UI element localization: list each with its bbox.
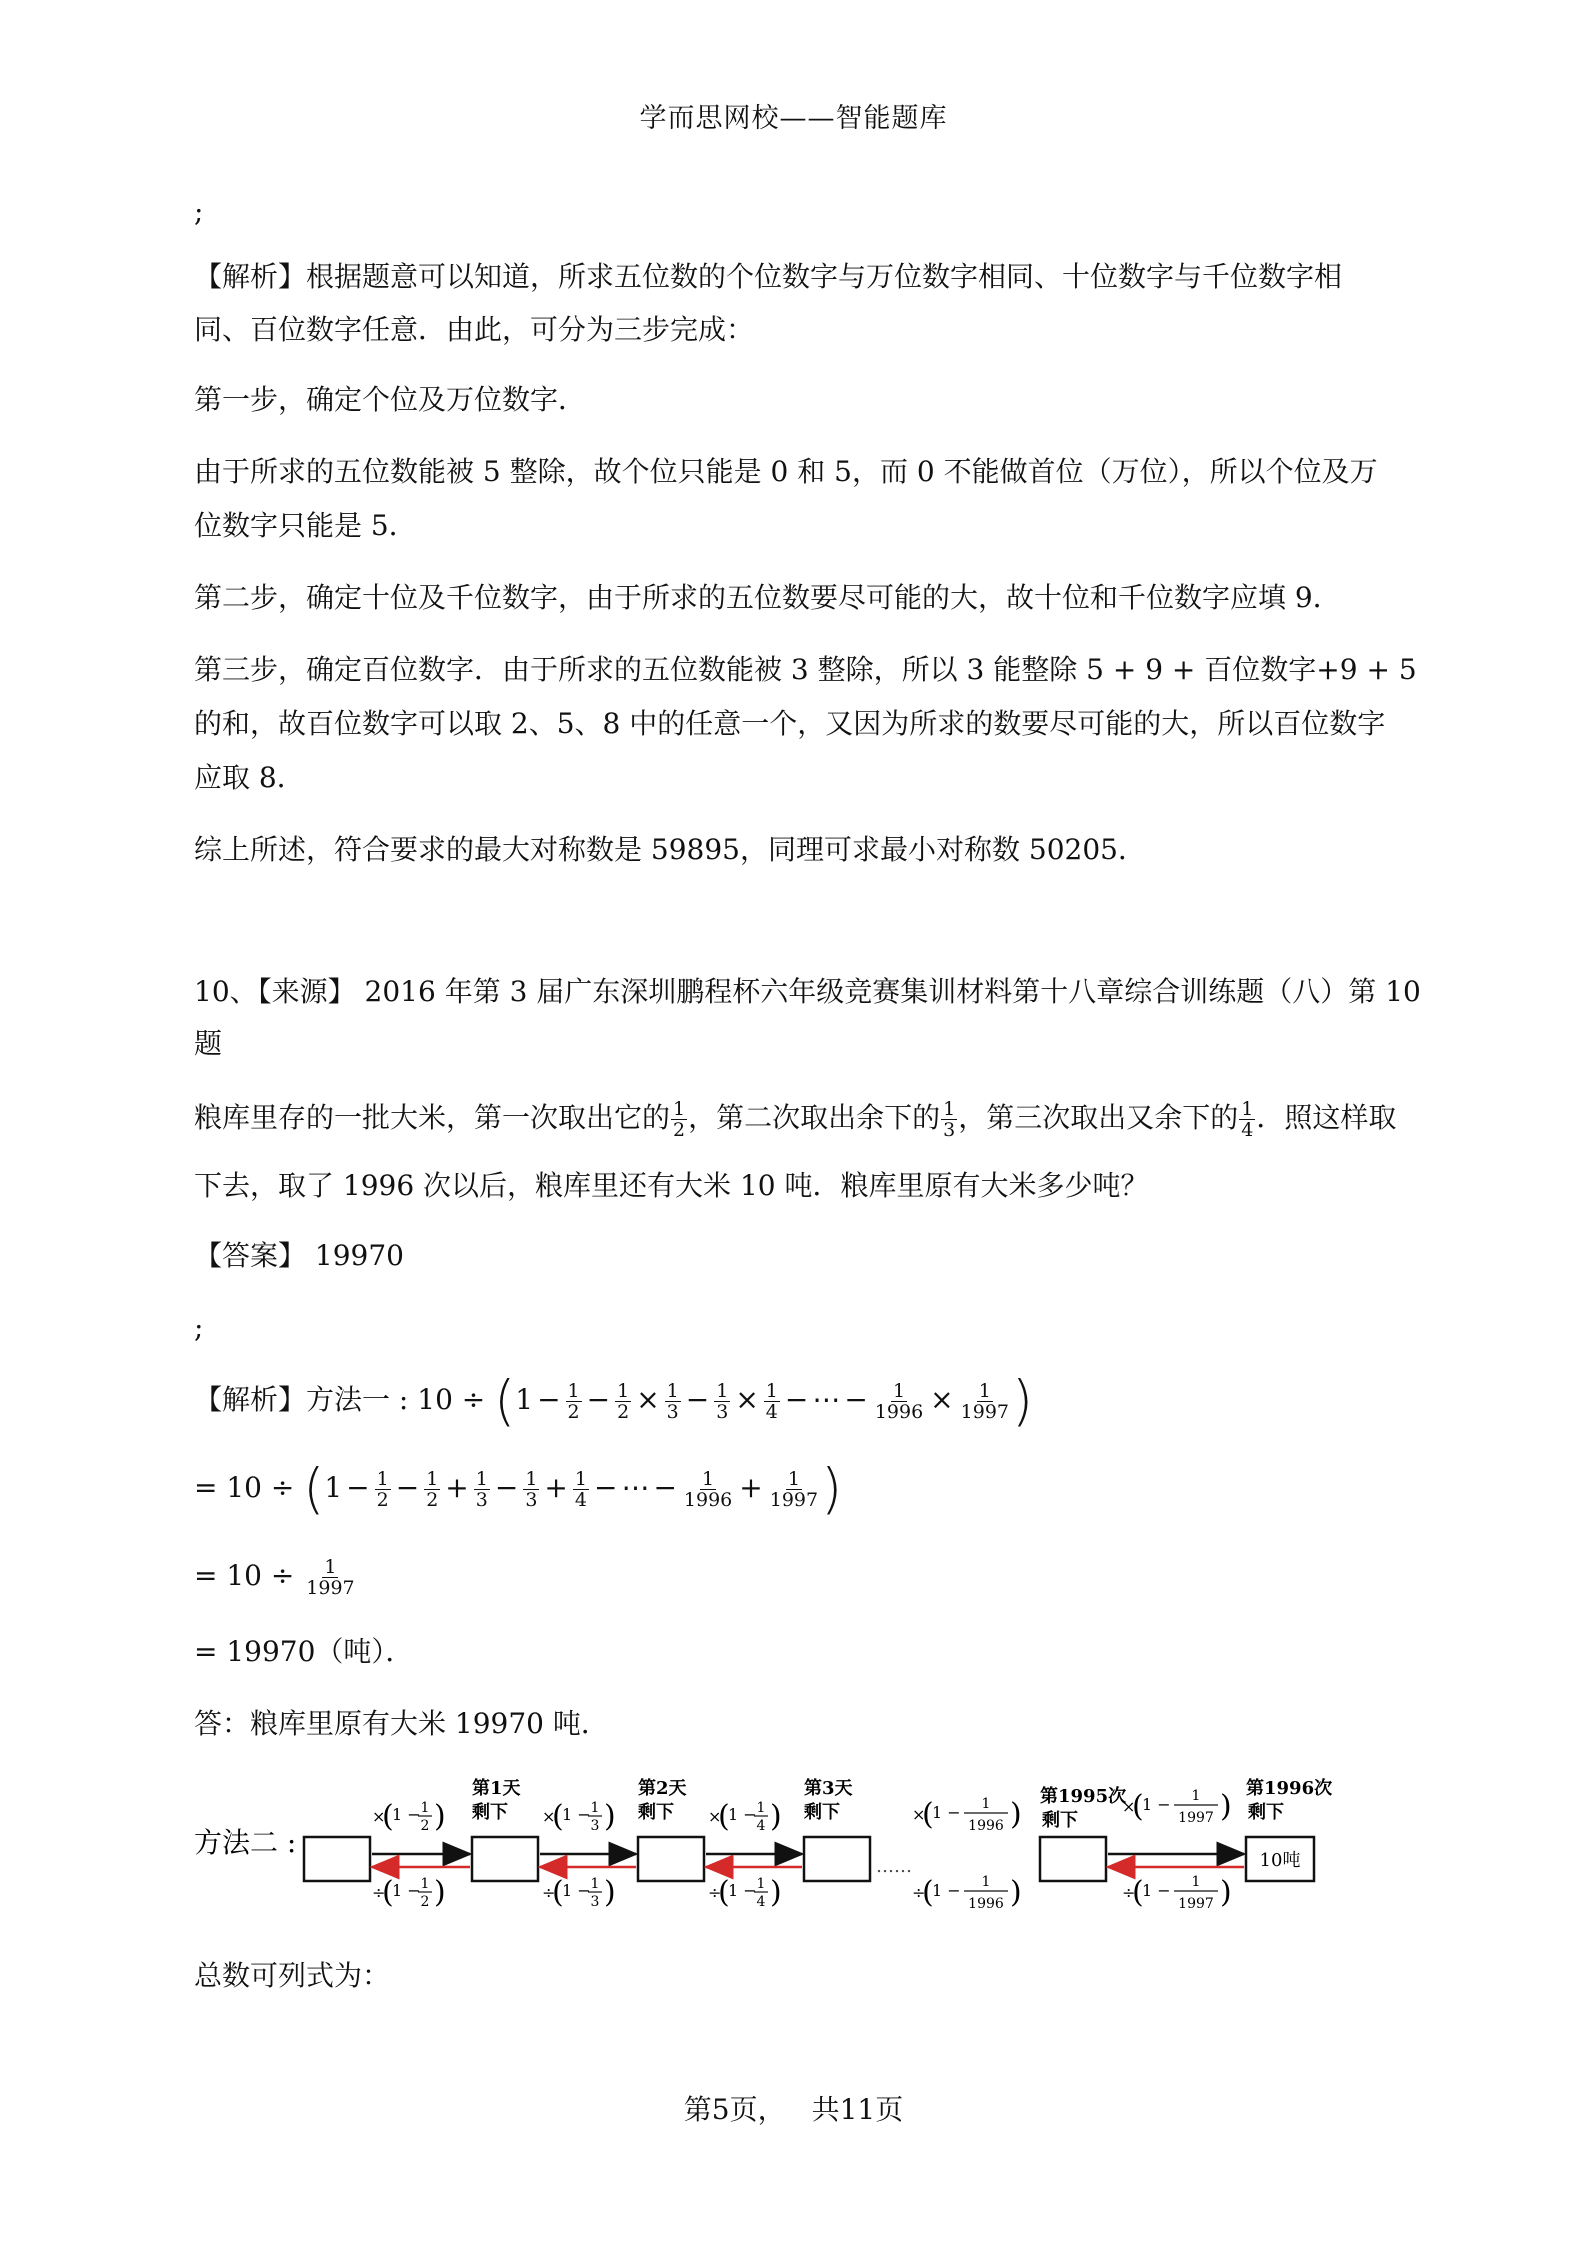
svg-text:÷: ÷ [372, 1883, 386, 1902]
step3-line-3: 应取 8． [194, 761, 305, 794]
q10-semicolon: ; [194, 1311, 204, 1344]
day3-remain: 剩下 [804, 1802, 840, 1823]
divide-factor-1995 [912, 1874, 1022, 1912]
day1995-remain: 剩下 [1042, 1810, 1078, 1831]
svg-text:4: 4 [756, 1894, 766, 1910]
day2-box [638, 1837, 704, 1881]
step1-line-2: 位数字只能是 5． [194, 509, 417, 542]
total-pages: 共11页 [811, 2093, 904, 2126]
svg-text:): ) [604, 1875, 616, 1910]
svg-text:1996: 1996 [968, 1896, 1004, 1912]
day1-label: 第1天 [472, 1778, 521, 1799]
method2-diagram [190, 1772, 1390, 1932]
day1996-remain: 剩下 [1248, 1802, 1284, 1823]
q10-answer: 【答案】 19970 [194, 1239, 404, 1272]
eq2-prefix: = 10 ÷ [194, 1471, 295, 1504]
svg-text:(: ( [382, 1875, 394, 1910]
svg-text:): ) [770, 1799, 782, 1834]
svg-text:(: ( [718, 1875, 730, 1910]
svg-text:(: ( [922, 1797, 934, 1832]
svg-text:): ) [1220, 1875, 1232, 1910]
page-number: 第5页， [683, 2093, 786, 2126]
svg-text:(: ( [922, 1875, 934, 1910]
analysis-label: 【解析】 [194, 1383, 307, 1416]
svg-text:1 −: 1 − [1142, 1881, 1171, 1900]
fraction-quarter: $\frac{1}{4}$ [1241, 1098, 1254, 1141]
svg-text:): ) [434, 1875, 446, 1910]
method1-equation-line-4: = 19970（吨）． [194, 1635, 414, 1668]
svg-text:3: 3 [590, 1818, 600, 1834]
svg-text:÷: ÷ [912, 1883, 926, 1902]
svg-text:1: 1 [420, 1876, 430, 1892]
day1995-box [1040, 1837, 1106, 1881]
svg-text:1 −: 1 − [392, 1881, 421, 1900]
summary-text: 综上所述，符合要求的最大对称数是 59895，同理可求最小对称数 50205． [194, 833, 1146, 866]
step3-line-1: 第三步，确定百位数字．由于所求的五位数能被 3 整除，所以 3 能整除 5 + 9 + 百位数字+9 + 5 [194, 653, 1417, 686]
svg-text:1: 1 [1191, 1874, 1201, 1890]
svg-text:(: ( [1132, 1789, 1144, 1824]
svg-text:×: × [912, 1805, 926, 1824]
svg-text:1: 1 [590, 1876, 600, 1892]
method1-equation-line-3: = 10 ÷ $\frac{1}{1997}$ [194, 1556, 355, 1599]
day3-label: 第3天 [804, 1778, 853, 1799]
svg-text:×: × [1122, 1797, 1136, 1816]
svg-text:3: 3 [590, 1894, 600, 1910]
svg-text:÷: ÷ [708, 1883, 722, 1902]
start-box [304, 1837, 370, 1881]
svg-text:1 −: 1 − [1142, 1795, 1171, 1814]
method1-equation-line-1: 【解析】方法一 : 10 ÷ (1 − $\frac{1}{2}$ − $\frac{1}{2}$ × $\frac{1}{3}$ − $\frac{1}{3}$ × $\frac{1}{4}$ − ⋯ − $\frac{1}{1996}$ × $\frac{1}{1997}$ ) [194, 1369, 1034, 1433]
analysis-line-2: 同、百位数字任意．由此，可分为三步完成： [194, 313, 755, 346]
svg-text:1 −: 1 − [562, 1881, 591, 1900]
svg-text:÷: ÷ [542, 1883, 556, 1902]
day1995-label: 第1995次 [1040, 1786, 1127, 1807]
stem-text-d: ．照这样取 [1256, 1101, 1397, 1134]
svg-text:1: 1 [1191, 1788, 1201, 1804]
step1-line-1: 由于所求的五位数能被 5 整除，故个位只能是 0 和 5，而 0 不能做首位（万位），所以个位及万 [194, 455, 1378, 488]
q10-stem-line-2: 下去，取了 1996 次以后，粮库里还有大米 10 吨．粮库里原有大米多少吨？ [194, 1169, 1149, 1202]
stem-text-a: 粮库里存的一批大米，第一次取出它的 [194, 1101, 671, 1134]
svg-text:(: ( [382, 1799, 394, 1834]
divide-factor-1996 [1122, 1874, 1232, 1912]
svg-text:1 −: 1 − [562, 1805, 591, 1824]
multiply-factor-3 [708, 1799, 782, 1834]
method1-label: 方法一 : 10 ÷ [306, 1383, 486, 1416]
svg-text:): ) [604, 1799, 616, 1834]
svg-text:1 −: 1 − [392, 1805, 421, 1824]
svg-text:1997: 1997 [1178, 1896, 1214, 1912]
conclusion-text: 答：粮库里原有大米 19970 吨． [194, 1707, 609, 1740]
svg-text:×: × [542, 1807, 556, 1826]
fraction-third: $\frac{1}{3}$ [943, 1098, 956, 1141]
divide-factor-3 [708, 1875, 782, 1910]
divide-factor-1 [372, 1875, 446, 1910]
svg-text:1 −: 1 − [728, 1881, 757, 1900]
svg-text:4: 4 [756, 1818, 766, 1834]
svg-text:×: × [708, 1807, 722, 1826]
svg-text:): ) [770, 1875, 782, 1910]
svg-text:1: 1 [590, 1800, 600, 1816]
svg-text:): ) [1010, 1875, 1022, 1910]
q10-source-line-2: 题 [194, 1027, 223, 1060]
day2-remain: 剩下 [638, 1802, 674, 1823]
svg-text:2: 2 [420, 1894, 430, 1910]
svg-text:×: × [372, 1807, 386, 1826]
svg-text:1996: 1996 [968, 1818, 1004, 1834]
svg-text:2: 2 [420, 1818, 430, 1834]
q10-stem-line-1 [194, 1098, 1396, 1140]
svg-text:(: ( [718, 1799, 730, 1834]
svg-text:1: 1 [981, 1874, 991, 1890]
step1-title: 第一步，确定个位及万位数字． [194, 383, 587, 416]
page-header: 学而思网校——智能题库 [639, 103, 948, 134]
semicolon: ; [194, 195, 204, 228]
final-box-label: 10吨 [1259, 1850, 1301, 1871]
total-formula-label: 总数可列式为： [194, 1959, 391, 1992]
svg-text:÷: ÷ [1122, 1883, 1136, 1902]
step2-text: 第二步，确定十位及千位数字，由于所求的五位数要尽可能的大，故十位和千位数字应填 9． [194, 581, 1341, 614]
method2-label: 方法二 : [194, 1826, 297, 1859]
ellipsis-dots: …… [876, 1856, 912, 1877]
divide-factor-2 [542, 1875, 616, 1910]
day1996-label: 第1996次 [1246, 1778, 1333, 1799]
day1-remain: 剩下 [472, 1802, 508, 1823]
svg-text:1 −: 1 − [932, 1803, 961, 1822]
svg-text:(: ( [552, 1875, 564, 1910]
svg-text:): ) [434, 1799, 446, 1834]
svg-text:1: 1 [756, 1800, 766, 1816]
svg-text:1: 1 [420, 1800, 430, 1816]
svg-text:1: 1 [756, 1876, 766, 1892]
eq3-prefix: = 10 ÷ [194, 1559, 295, 1592]
svg-text:1997: 1997 [1178, 1810, 1214, 1826]
fraction-half: $\frac{1}{2}$ [673, 1098, 686, 1141]
svg-text:1 −: 1 − [728, 1805, 757, 1824]
svg-text:): ) [1010, 1797, 1022, 1832]
analysis-line-1: 【解析】根据题意可以知道，所求五位数的个位数字与万位数字相同、十位数字与千位数字相 [194, 260, 1343, 293]
svg-text:1: 1 [981, 1796, 991, 1812]
day3-box [804, 1837, 870, 1881]
method1-equation-line-2: = 10 ÷ (1 − $\frac{1}{2}$ − $\frac{1}{2}$ + $\frac{1}{3}$ − $\frac{1}{3}$ + $\frac{1}{4}$ − ⋯ − $\frac{1}{1996}$ + $\frac{1}{1997}$ ) [194, 1457, 843, 1521]
stem-text-c: ，第三次取出又余下的 [958, 1101, 1239, 1134]
svg-text:(: ( [1132, 1875, 1144, 1910]
multiply-factor-1995 [912, 1796, 1022, 1834]
q10-source-line-1: 10、【来源】 2016 年第 3 届广东深圳鹏程杯六年级竞赛集训材料第十八章综合训练题（八）第 10 [194, 975, 1421, 1008]
multiply-factor-1996 [1122, 1788, 1232, 1826]
day2-label: 第2天 [638, 1778, 687, 1799]
svg-text:): ) [1220, 1789, 1232, 1824]
page-footer [0, 2088, 1587, 2128]
multiply-factor-2 [542, 1799, 616, 1834]
step3-line-2: 的和，故百位数字可以取 2、5、8 中的任意一个，又因为所求的数要尽可能的大，所以百位数字 [194, 707, 1386, 740]
multiply-factor-1 [372, 1799, 446, 1834]
svg-text:(: ( [552, 1799, 564, 1834]
stem-text-b: ，第二次取出余下的 [688, 1101, 941, 1134]
day1-box [472, 1837, 538, 1881]
svg-text:1 −: 1 − [932, 1881, 961, 1900]
